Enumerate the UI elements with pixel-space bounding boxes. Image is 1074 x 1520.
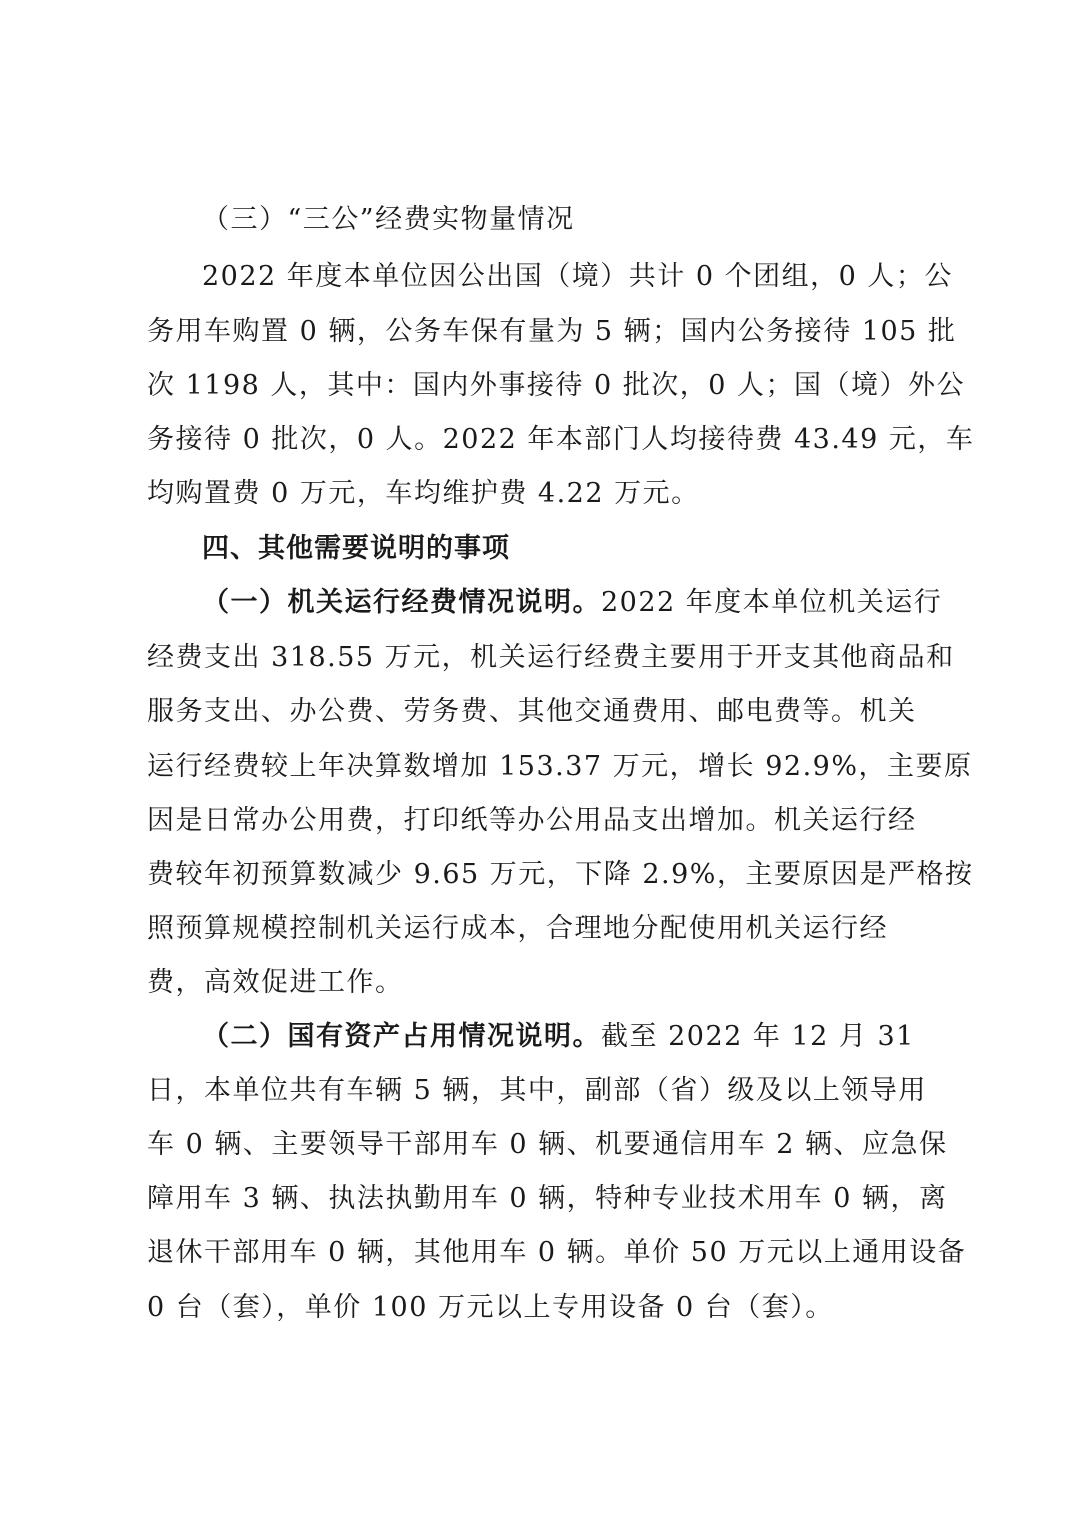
section-3-line-3: 次 1198 人，其中：国内外事接待 0 批次，0 人；国（境）外公 — [147, 370, 965, 401]
item-1-line-4: 运行经费较上年决算数增加 153.37 万元，增长 92.9%，主要原 — [147, 751, 973, 782]
section-3-line-2: 务用车购置 0 辆，公务车保有量为 5 辆；国内公务接待 105 批 — [147, 316, 957, 347]
section-3-line-4: 务接待 0 批次，0 人。2022 年本部门人均接待费 43.49 元，车 — [147, 424, 975, 455]
item-1-line-5: 因是日常办公用费，打印纸等办公用品支出增加。机关运行经 — [147, 805, 917, 836]
item-1-line-6: 费较年初预算数减少 9.65 万元，下降 2.9%，主要原因是严格按 — [147, 859, 974, 890]
item-2-line-5: 退休干部用车 0 辆，其他用车 0 辆。单价 50 万元以上通用设备 — [147, 1237, 967, 1268]
item-1-line-2: 经费支出 318.55 万元，机关运行经费主要用于开支其他商品和 — [147, 642, 955, 673]
item-2-line-4: 障用车 3 辆、执法执勤用车 0 辆，特种专业技术用车 0 辆，离 — [147, 1183, 948, 1214]
item-2-line-6: 0 台（套），单价 100 万元以上专用设备 0 台（套）。 — [147, 1292, 834, 1323]
item-1-line-8: 费，高效促进工作。 — [147, 967, 404, 998]
item-1-first-rest: 2022 年度本单位机关运行 — [601, 587, 943, 618]
item-2-line-2: 日，本单位共有车辆 5 辆，其中，副部（省）级及以上领导用 — [147, 1075, 927, 1106]
item-1-line-7: 照预算规模控制机关运行成本，合理地分配使用机关运行经 — [147, 913, 888, 944]
item-1-line-3: 服务支出、办公费、劳务费、其他交通费用、邮电费等。机关 — [147, 696, 917, 727]
item-2-first-line — [202, 1017, 1002, 1057]
section-4-heading: 四、其他需要说明的事项 — [202, 533, 510, 564]
section-3-line-1: 2022 年度本单位因公出国（境）共计 0 个团组，0 人；公 — [202, 261, 953, 292]
item-2-line-3: 车 0 辆、主要领导干部用车 0 辆、机要通信用车 2 辆、应急保 — [147, 1129, 948, 1160]
item-2-first-rest: 截至 2022 年 12 月 31 — [601, 1021, 915, 1052]
item-2-lead: （二）国有资产占用情况说明。 — [202, 1021, 601, 1052]
section-3-line-5: 均购置费 0 万元，车均维护费 4.22 万元。 — [147, 478, 700, 509]
item-1-lead: （一）机关运行经费情况说明。 — [202, 587, 601, 618]
section-3-heading: （三）“三公”经费实物量情况 — [202, 204, 575, 235]
item-1-first-line — [202, 583, 1002, 623]
